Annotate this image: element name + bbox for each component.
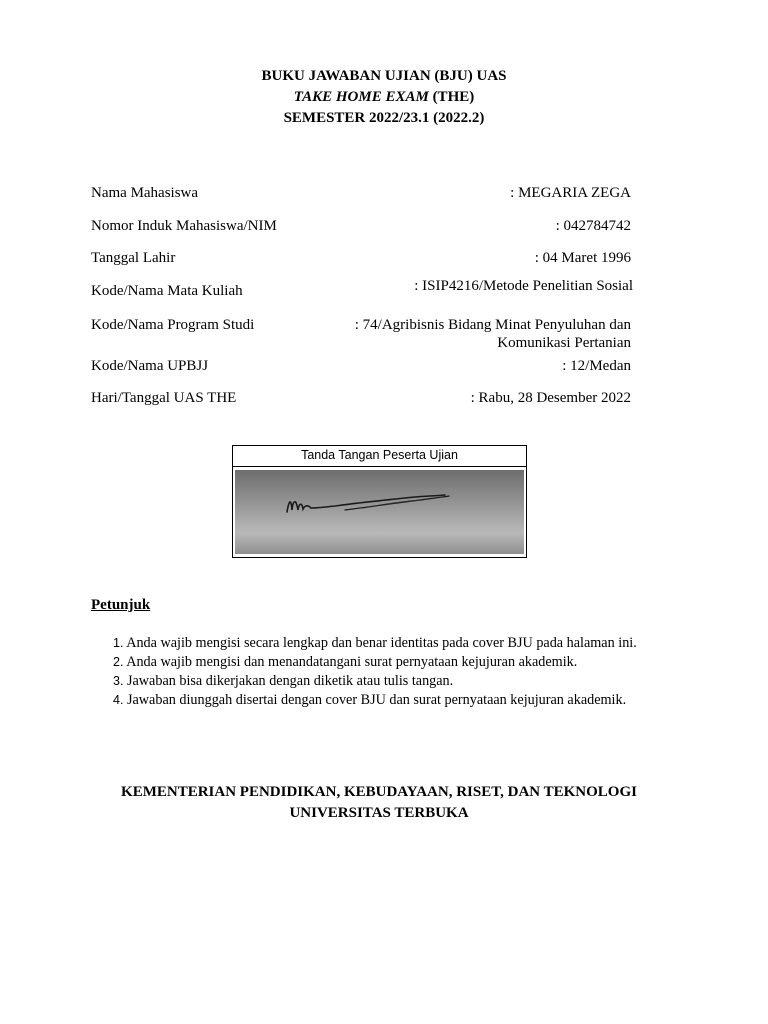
list-item [113,653,733,672]
list-item-text: Jawaban bisa dikerjakan dengan diketik atau tulis tangan. [126,673,454,689]
footer-university: UNIVERSITAS TERBUKA [289,805,469,821]
identity-label: Nomor Induk Mahasiswa/NIM [91,218,277,234]
instructions-list [113,634,733,710]
identity-value: : 042784742 [555,218,631,234]
list-item [113,691,733,710]
signature-title: Tanda Tangan Peserta Ujian [233,446,526,467]
signature-scribble [235,470,524,554]
header-subtitle [0,87,768,108]
list-item [113,634,733,653]
identity-value: : ISIP4216/Metode Penelitian Sosial [414,278,633,294]
identity-label: Kode/Nama Mata Kuliah [91,283,243,299]
identity-value: : 04 Maret 1996 [534,250,631,266]
list-item-text: Anda wajib mengisi dan menandatangani surat pernyataan kejujuran akademik. [126,654,578,670]
header-title: BUKU JAWABAN UJIAN (BJU) UAS [261,68,507,84]
signature-box [232,445,527,558]
header-subtitle-rest: (THE) [428,89,475,105]
identity-value: : 12/Medan [562,358,631,374]
list-item [113,672,733,691]
header-subtitle-italic: TAKE HOME EXAM [293,89,429,105]
identity-value: : Rabu, 28 Desember 2022 [470,390,631,406]
identity-label: Tanggal Lahir [91,250,176,266]
list-item-text: Jawaban diunggah disertai dengan cover BJU dan surat pernyataan kejujuran akademik. [126,692,627,708]
list-item-number: 1. [113,636,124,650]
list-item-text: Anda wajib mengisi secara lengkap dan benar identitas pada cover BJU pada halaman ini. [126,635,637,651]
list-item-number: 2. [113,655,124,669]
list-item-number: 3. [113,674,124,688]
header-semester: SEMESTER 2022/23.1 (2022.2) [283,110,485,126]
identity-value: : 74/Agribisnis Bidang Minat Penyuluhan dan Komunikasi Pertanian [354,317,631,351]
identity-label: Hari/Tanggal UAS THE [91,390,237,406]
signature-image [235,470,524,554]
document-header [0,66,768,129]
document-footer [0,782,758,824]
identity-label: Kode/Nama Program Studi [91,317,255,333]
identity-label: Kode/Nama UPBJJ [91,358,209,374]
footer-ministry: KEMENTERIAN PENDIDIKAN, KEBUDAYAAN, RISET, DAN TEKNOLOGI [121,784,637,800]
list-item-number: 4. [113,693,124,707]
instructions-title: Petunjuk [91,597,151,613]
identity-value: : MEGARIA ZEGA [510,185,631,201]
identity-label: Nama Mahasiswa [91,185,199,201]
